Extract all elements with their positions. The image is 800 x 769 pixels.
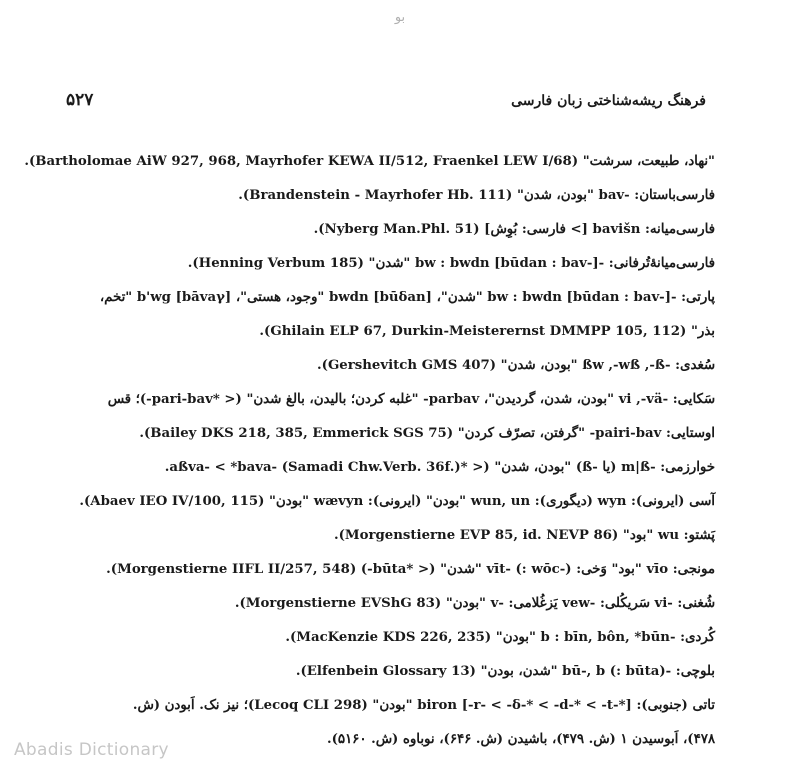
entry-munji: مونجی: vīo "بود" وَخی: vīt- (: wōc-) "شدن" (< *būta-) (Morgenstierne IIFL II/257, 548). <box>106 562 715 577</box>
entry-sogdian: سُغدی: -ßw ,-wß ,-ß "بودن، شدن" (Gershevitch GMS 407). <box>317 358 715 373</box>
entry-shughni: شُغنی: -vi سَریکُلی: -vew یَزغُلامی: -v "بودن" (Morgenstierne EVShG 83). <box>234 596 715 611</box>
entry-parthian-continued: بذر" (Ghilain ELP 67, Durkin-Meisterernst DMMPP 105, 112). <box>259 324 715 339</box>
page-number: ۵۲۷ <box>66 90 94 110</box>
watermark: Abadis Dictionary <box>14 740 169 760</box>
entry-tati: تاتی (جنوبی): biron [-r- < -δ-* < -d-* < -t-*] "بودن" (Lecoq CLI 298)؛ نیز نک. اَبودن (ش. <box>132 698 715 713</box>
entry-saka: سَکایی: -vi ,-vä "بودن، شدن، گردیدن"، parbav- "غلبه کردن؛ بالیدن، بالغ شدن" (< *pari-bav-)؛ قس <box>107 392 715 407</box>
entry-old-persian: فارسی‌باستان: -bav "بودن، شدن" (Brandenstein - Mayrhofer Hb. 111). <box>238 188 715 203</box>
entry-avestan: اوستایی: pairi-bav- "گرفتن، تصرّف کردن" (Bailey DKS 218, 385, Emmerick SGS 75). <box>139 426 715 441</box>
entry-pashto: پَشتو: wu "بود" (Morgenstierne EVP 85, id. NEVP 86). <box>333 528 715 543</box>
entry-line: "نهاد، طبیعت، سرشت" (Bartholomae AiW 927, 968, Mayrhofer KEWA II/512, Fraenkel LEW I/68). <box>24 154 715 169</box>
entry-balochi: بلوچی: -bū-, b (: būta) "شدن، بودن" (Elfenbein Glossary 13). <box>295 664 715 679</box>
entry-cross-references: ۴۷۸)، اَبوسیدن ۱ (ش. ۴۷۹)، باشیدن (ش. ۶۴۶)، نوباوه (ش. ۵۱۶۰). <box>326 732 715 747</box>
entry-parthian: پارتی: -bw : bwdn [būdan : bav-] "شدن"، bwdn [būδan] "وجود، هستی"، b'wg [bāvaγ] "تخم، <box>99 290 715 305</box>
entry-turfan-middle-persian: فارسی‌میانهٔ‌تُرفانی: -bw : bwdn [būdan : bav-] "شدن" (Henning Verbum 185). <box>187 256 715 271</box>
entry-khwarezmian: خوارزمی: -m|ß (یا -ß) "بودن، شدن" (< *aßva- < *bava- (Samadi Chw.Verb. 36f.). <box>164 460 715 475</box>
entry-kurdish: کُردی: -b : bīn, bôn, *būn "بودن" (MacKenzie KDS 226, 235). <box>285 630 715 645</box>
running-head: بو <box>394 10 406 25</box>
book-title: فرهنگ ریشه‌شناختی زبان فارسی <box>511 93 706 109</box>
entry-list <box>24 152 715 764</box>
entry-middle-persian: فارسی‌میانه: bavišn [> فارسی: بُوِش] (Nyberg Man.Phl. 51). <box>313 222 715 237</box>
entry-ossetian: آسی (ایرونی): wyn (دیگوری): wun, un "بودن" (ایرونی): wævyn "بودن" (Abaev IEO IV/100, 115). <box>79 494 715 509</box>
